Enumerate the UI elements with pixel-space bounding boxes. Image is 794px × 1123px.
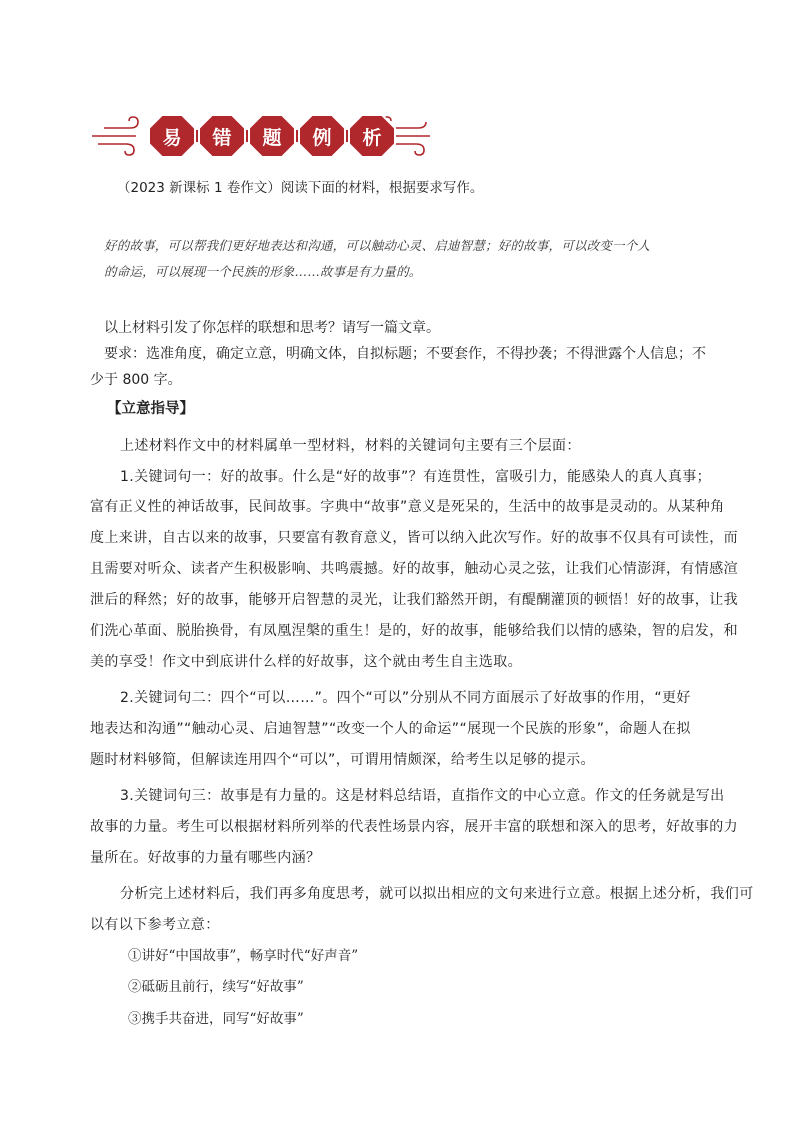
material-line-1: 好的故事，可以帮我们更好地表达和沟通，可以触动心灵、启迪智慧；好的故事，可以改变一个人 bbox=[104, 238, 651, 253]
requirement-line-3: 少于 800 字。 bbox=[90, 372, 182, 388]
banner-char-1: 易 bbox=[162, 126, 182, 149]
requirement-line-2: 要求：选准角度，确定立意，明确文体，自拟标题；不要套作，不得抄袭；不得泄露个人信息；不 bbox=[104, 346, 706, 362]
banner-char-4: 例 bbox=[312, 126, 332, 149]
guide-line: 上述材料作文中的材料属单一型材料，材料的关键词句主要有三个层面： bbox=[120, 438, 581, 454]
option-item-3: ③携手共奋进，同写“好故事” bbox=[128, 1011, 304, 1027]
banner-char-3: 题 bbox=[262, 126, 282, 149]
guide-line: 以有以下参考立意： bbox=[90, 917, 220, 933]
banner-char-2: 错 bbox=[212, 126, 232, 149]
guide-line: 地表达和沟通”“触动心灵、启迪智慧”“改变一个人的命运”“展现一个民族的形象”，命题人在拟 bbox=[90, 721, 691, 737]
guide-line: 泄后的释然；好的故事，能够开启智慧的灵光，让我们豁然开朗，有醍醐灌顶的顿悟！好的故事，让我 bbox=[90, 592, 738, 608]
material-line-2: 的命运，可以展现一个民族的形象……故事是有力量的。 bbox=[104, 264, 422, 279]
requirement-line-1: 以上材料引发了你怎样的联想和思考？请写一篇文章。 bbox=[104, 320, 440, 336]
guide-heading: 【立意指导】 bbox=[107, 401, 194, 417]
section-banner bbox=[90, 112, 432, 160]
guide-line: 且需要对听众、读者产生积极影响、共鸣震撼。好的故事，触动心灵之弦，让我们心情澎湃，有情感渲 bbox=[90, 561, 738, 577]
guide-line: 题时材料够简，但解读连用四个“可以”，可谓用情颇深，给考生以足够的提示。 bbox=[90, 752, 595, 768]
guide-line: 3.关键词句三：故事是有力量的。这是材料总结语，直指作文的中心立意。作文的任务就是写出 bbox=[120, 788, 725, 804]
option-item-1: ①讲好“中国故事”，畅享时代“好声音” bbox=[128, 948, 359, 964]
guide-line: 美的享受！作文中到底讲什么样的好故事，这个就由考生自主选取。 bbox=[90, 654, 522, 670]
guide-line: 1.关键词句一：好的故事。什么是“好的故事”？有连贯性，富吸引力，能感染人的真人真事； bbox=[120, 469, 712, 485]
guide-line: 2.关键词句二：四个“可以……”。四个“可以”分别从不同方面展示了好故事的作用，“更好 bbox=[120, 690, 691, 706]
source-line: （2023 新课标 1 卷作文）阅读下面的材料，根据要求写作。 bbox=[117, 180, 484, 196]
option-item-2: ②砥砺且前行，续写“好故事” bbox=[128, 979, 304, 995]
guide-line: 故事的力量。考生可以根据材料所列举的代表性场景内容，展开丰富的联想和深入的思考，好故事的力 bbox=[90, 819, 738, 835]
guide-line: 度上来讲，自古以来的故事，只要富有教育意义，皆可以纳入此次写作。好的故事不仅具有可读性，而 bbox=[90, 530, 738, 546]
guide-line: 富有正义性的神话故事，民间故事。字典中“故事”意义是死呆的，生活中的故事是灵动的。从某种角 bbox=[90, 499, 725, 515]
guide-line: 量所在。好故事的力量有哪些内涵？ bbox=[90, 850, 321, 866]
guide-line: 们洗心革面、脱胎换骨，有凤凰涅槃的重生！是的，好的故事，能够给我们以情的感染，智的启发，和 bbox=[90, 623, 738, 639]
guide-line: 分析完上述材料后，我们再多角度思考，就可以拟出相应的文句来进行立意。根据上述分析，我们可 bbox=[120, 886, 754, 902]
banner-char-5: 析 bbox=[362, 126, 382, 149]
